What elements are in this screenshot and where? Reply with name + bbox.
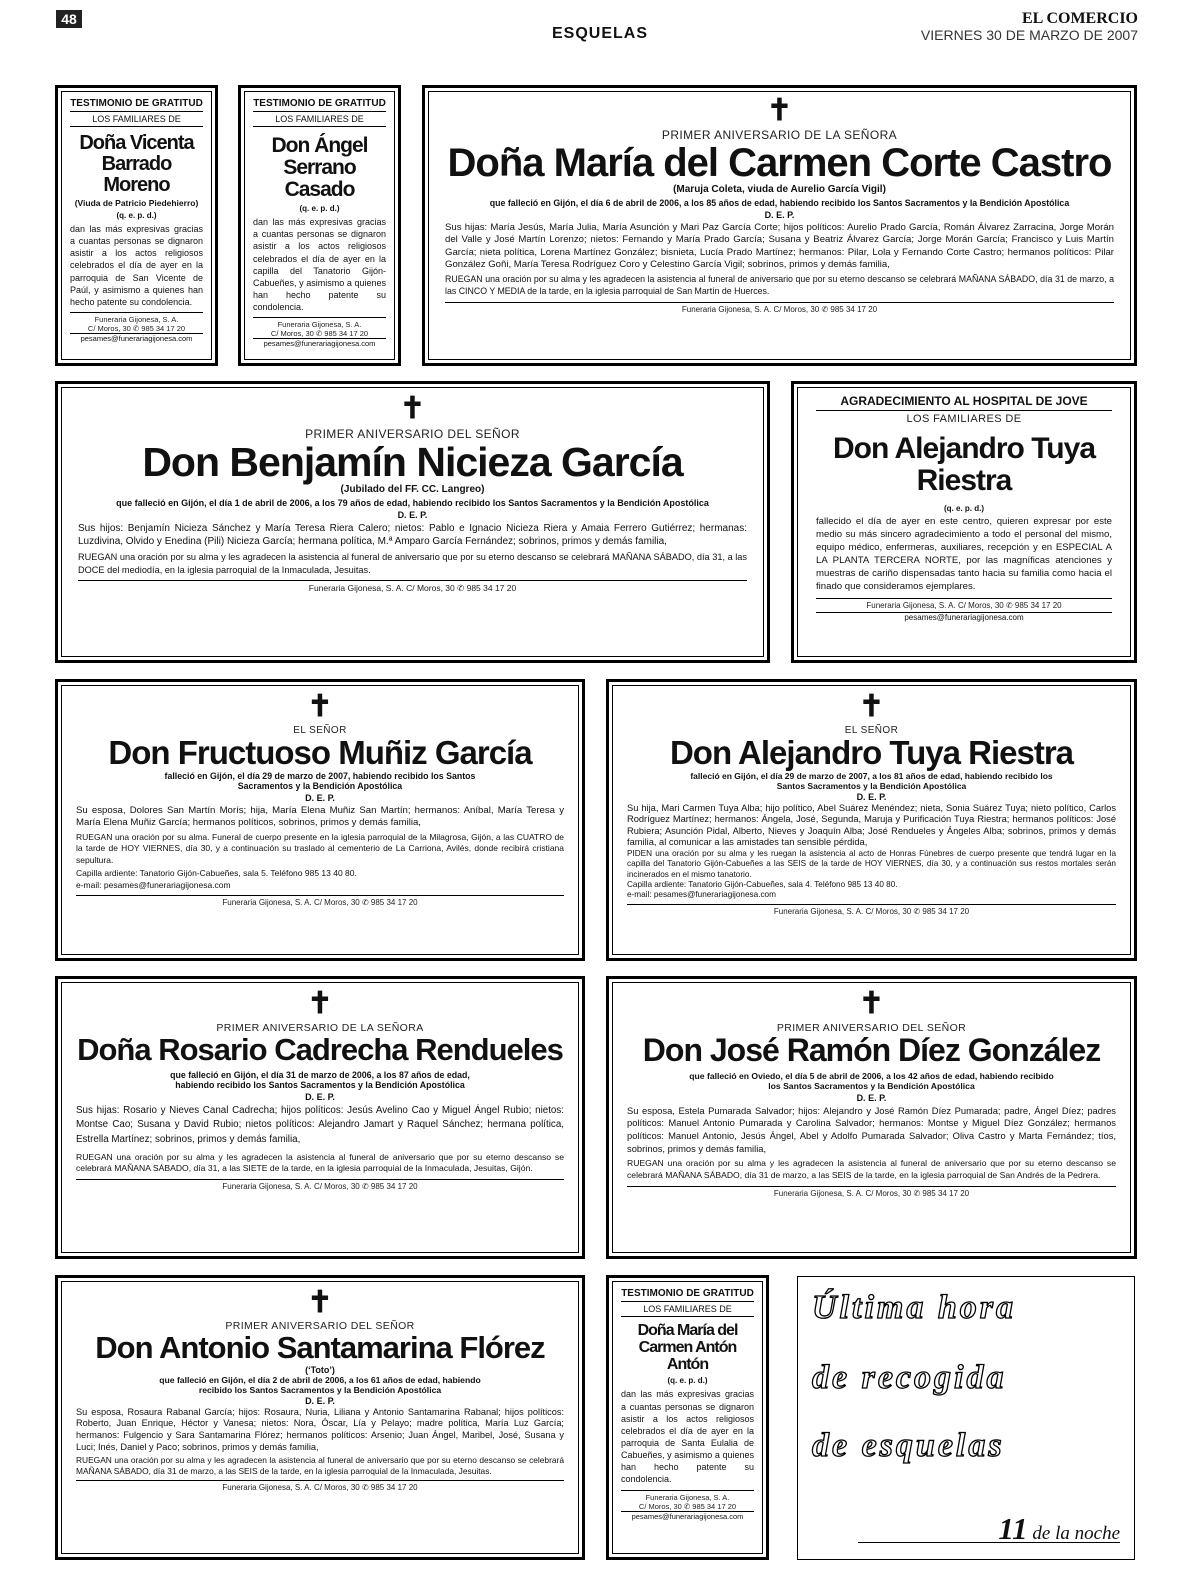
prayer-request: RUEGAN una oración por su alma. Funeral de cuerpo presente en la iglesia parroquial de la Milagrosa, Gijón, a las CUATRO de la tarde de HOY VIERNES, día 30, y a continuación su traslado al cementerio de La Carriona, Avilés, donde recibirá cristiana sepultura. bbox=[76, 831, 564, 865]
deceased-name: Don Ángel Serrano Casado bbox=[271, 134, 368, 202]
death-details: que falleció en Gijón, el día 31 de marzo de 2006, a los 87 años de edad, habiendo recibido los Santos Sacramentos y la Bendición Apostólica bbox=[170, 1069, 470, 1090]
family-label: LOS FAMILIARES DE bbox=[70, 114, 203, 127]
dep-label: D. E. P. bbox=[305, 792, 335, 803]
late-notice-line-1: Última hora bbox=[812, 1289, 1016, 1326]
dep-label: D. E. P. bbox=[305, 1395, 335, 1406]
gratitude-notice-serrano bbox=[238, 85, 401, 366]
newspaper-name: EL COMERCIO bbox=[1021, 10, 1138, 27]
deadline-label: de la noche bbox=[1032, 1523, 1120, 1544]
contact-email: pesames@funerariagijonesa.com bbox=[621, 1511, 754, 1521]
notice-type: PRIMER ANIVERSARIO DE LA SEÑORA bbox=[661, 128, 898, 142]
cross-icon: ✝ bbox=[858, 987, 885, 1020]
family-list: Su esposa, Rosaura Rabanal García; hijos: Rosaura, Nuria, Liliana y Antonio Santamarina Rabanal; hijos políticos: Roberto, Juan Enrique, Héctor y Vanesa; nietos: Nora, Óscar, Lía y Pelayo; madre política, María Luz García; hermanos: Fulgencio y Sara Santamarina Flórez; hermanos políticos: Arsenio; Juan Ángel, Maribel, José, Susana y Luci; Inés, Daniel y Paco; sobrinos, primos y demás familia, bbox=[76, 1406, 564, 1452]
gratitude-notice-jove bbox=[791, 381, 1137, 663]
deceased-name: Doña Rosario Cadrecha Rendueles bbox=[77, 1032, 563, 1067]
prayer-request: RUEGAN una oración por su alma y les agradecen la asistencia al funeral de aniversario que por su eterno descanso se celebrará MAÑANA SÁBADO, día 31 de marzo, a las SEIS de la tarde, en la iglesia parroquial de San Andrés de la Pedrera. bbox=[627, 1158, 1116, 1180]
dep-label: D. E. P. bbox=[397, 510, 428, 521]
funeral-home-footer: Funeraria Gijonesa, S. A. C/ Moros, 30 ✆ 985 34 17 20 bbox=[76, 895, 564, 907]
gratitude-text: dan las más expresivas gracias a cuantas personas se dignaron asistir a los actos religiosos celebrados el día de ayer en la capilla del Tanatorio Gijón-Cabueñes, y asimismo a quienes han hecho patente su condolencia. bbox=[253, 217, 386, 313]
death-details: falleció en Gijón, el día 29 de marzo de 2007, a los 81 años de edad, habiendo recibido los Santos Sacramentos y la Bendición Apostólica bbox=[690, 770, 1053, 791]
funeral-home-address: C/ Moros, 30 ✆ 985 34 17 20 bbox=[270, 329, 369, 339]
funeral-home: Funeraria Gijonesa, S. A. bbox=[277, 320, 362, 330]
deceased-name: Doña Vicenta Barrado Moreno bbox=[79, 132, 194, 196]
family-label: LOS FAMILIARES DE bbox=[253, 114, 386, 127]
gratitude-notice-anton bbox=[606, 1275, 769, 1560]
obituary-corte-castro bbox=[422, 85, 1137, 366]
deceased-name: Don Antonio Santamarina Flórez bbox=[95, 1330, 545, 1365]
contact-email: e-mail: pesames@funerariagijonesa.com bbox=[76, 879, 231, 890]
dep-label: D. E. P. bbox=[305, 1091, 335, 1102]
family-list: Su esposa, Dolores San Martín Morís; hija, María Elena Muñiz San Martín; hermanos: Aníbal, María Teresa y María Elena Muñiz García; hermanos políticos, sobrinos, primos y demás familia, bbox=[76, 804, 564, 829]
late-notice-box bbox=[797, 1276, 1135, 1560]
death-details: que falleció en Gijón, el día 2 de abril de 2006, a los 61 años de edad, habiendo recibido los Santos Sacramentos y la Bendición Apostólica bbox=[159, 1374, 481, 1395]
deceased-name: Doña María del Carmen Antón Antón bbox=[637, 1322, 738, 1373]
notice-type: PRIMER ANIVERSARIO DE LA SEÑORA bbox=[216, 1022, 424, 1034]
notice-heading: AGRADECIMIENTO AL HOSPITAL DE JOVE bbox=[816, 394, 1112, 411]
deceased-name: Don Benjamín Nicieza García bbox=[142, 439, 683, 485]
death-details: que falleció en Gijón, el día 6 de abril de 2006, a los 85 años de edad, habiendo recibido los Santos Sacramentos y la Bendición Apostólica bbox=[489, 198, 1070, 208]
gratitude-text: dan las más expresivas gracias a cuantas personas se dignaron asistir a los actos religiosos celebrados el día de ayer en la parroquia de Santa Eulalia de Cabueñes, y asimismo a quienes han hecho patente su condolencia. bbox=[621, 1389, 754, 1485]
notice-heading: TESTIMONIO DE GRATITUD bbox=[621, 1288, 754, 1302]
family-list: Sus hijas: Rosario y Nieves Canal Cadrecha; hijos políticos: Jesús Avelino Cao y Miguel Ángel Rubio; nietos: Montse Cao; Susana y David Rubio; nietos políticos: Alejandro Jamart y Raquel Sánchez; hermana política, Estrella Martínez; sobrinos, primos y demás familia, bbox=[76, 1104, 564, 1145]
obituary-muniz-garcia bbox=[55, 679, 585, 961]
late-notice-line-2: de recogida bbox=[812, 1359, 1007, 1396]
deceased-name: Doña María del Carmen Corte Castro bbox=[447, 141, 1112, 185]
funeral-home: Funeraria Gijonesa, S. A. bbox=[645, 1492, 730, 1502]
contact-email: e-mail: pesames@funerariagijonesa.com bbox=[627, 890, 776, 900]
deceased-alias: (Jubilado del FF. CC. Langreo) bbox=[340, 484, 485, 496]
cross-icon: ✝ bbox=[766, 94, 793, 127]
notice-type: PRIMER ANIVERSARIO DEL SEÑOR bbox=[225, 1320, 415, 1332]
deceased-name: Don Fructuoso Muñiz García bbox=[108, 734, 532, 771]
obituary-cadrecha-rendueles bbox=[55, 976, 585, 1259]
qepd-label: (q. e. p. d.) bbox=[667, 1376, 708, 1386]
funeral-home: Funeraria Gijonesa, S. A. bbox=[94, 314, 179, 324]
cross-icon: ✝ bbox=[399, 392, 426, 425]
funeral-home-footer: Funeraria Gijonesa, S. A. C/ Moros, 30 ✆ 985 34 17 20 bbox=[627, 904, 1116, 916]
dep-label: D. E. P. bbox=[856, 1092, 887, 1103]
notice-type: PRIMER ANIVERSARIO DEL SEÑOR bbox=[776, 1022, 967, 1034]
family-list: Sus hijas: María Jesús, María Julia, María Asunción y Mari Paz García Corte; hijos políticos: Aurelio Prado García, Román Álvarez Zarracina, Jorge Morán del Valle y José Martín Lorenzo; nietos: Fernando y María Prado García; Susana y Beatriz Álvarez García; Jorge Morán García; Francisco y Luis Martín García; nieta política, Lorena Martínez González; bisnieta, Lucía Prado Martínez; hermanos: Pilar, Lola y Fernando Corte Castro; hermanos políticos: Pilar González Goñi, María Teresa Rodríguez Coro y Celestino García Vigil; sobrinos, primos y demás familia, bbox=[445, 222, 1114, 271]
prayer-request: RUEGAN una oración por su alma y les agradecen la asistencia al funeral de aniversario que por su eterno descanso se celebrará MAÑANA SÁBADO, día 31 de marzo, a las CINCO Y MEDIA de la tarde, en la iglesia parroquial de San Martín de Huerces. bbox=[445, 273, 1114, 296]
page-number: 48 bbox=[56, 10, 82, 28]
obituary-diez-gonzalez bbox=[606, 976, 1137, 1259]
gratitude-text: dan las más expresivas gracias a cuantas personas se dignaron asistir a los actos religiosos celebrados el día de ayer en la parroquia de San Vicente de Paúl, y asimismo a quienes han hecho patente su condolencia. bbox=[70, 224, 203, 307]
cross-icon: ✝ bbox=[858, 690, 885, 723]
funeral-home-footer: Funeraria Gijonesa, S. A. C/ Moros, 30 ✆ 985 34 17 20 bbox=[445, 302, 1114, 314]
dep-label: D. E. P. bbox=[764, 210, 795, 220]
funeral-home-footer: Funeraria Gijonesa, S. A. C/ Moros, 30 ✆ 985 34 17 20 bbox=[76, 1179, 564, 1191]
section-title: ESQUELAS bbox=[551, 25, 648, 42]
deceased-name: Don José Ramón Díez González bbox=[642, 1032, 1101, 1068]
qepd-label: (q. e. p. d.) bbox=[116, 211, 157, 220]
qepd-label: (q. e. p. d.) bbox=[299, 204, 340, 214]
prayer-request: RUEGAN una oración por su alma y les agradecen la asistencia al funeral de aniversario que por su eterno descanso se celebrará MAÑANA SÁBADO, día 31 de marzo, a las SEIS de la tarde, en la iglesia parroquial de la Inmaculada, Jesuitas. bbox=[76, 1454, 564, 1476]
funeral-home-address: C/ Moros, 30 ✆ 985 34 17 20 bbox=[87, 323, 186, 333]
notice-type: EL SEÑOR bbox=[293, 725, 347, 736]
notice-heading: TESTIMONIO DE GRATITUD bbox=[70, 98, 203, 112]
death-details: que falleció en Gijón, el día 1 de abril de 2006, a los 79 años de edad, habiendo recibido los Santos Sacramentos y la Bendición Apostólica bbox=[116, 498, 709, 509]
notice-type: EL SEÑOR bbox=[844, 725, 899, 736]
funeral-home-footer: Funeraria Gijonesa, S. A. C/ Moros, 30 ✆ 985 34 17 20 bbox=[816, 598, 1112, 610]
obituary-tuya-riestra bbox=[606, 679, 1137, 961]
prayer-request: RUEGAN una oración por su alma y les agradecen la asistencia al funeral de aniversario que por su eterno descanso se celebrará MAÑANA SÁBADO, día 31, a las SIETE de la tarde, en la iglesia parroquial de la Inmaculada, Jesuitas, Gijón. bbox=[76, 1151, 564, 1174]
issue-date: VIERNES 30 DE MARZO DE 2007 bbox=[920, 27, 1138, 43]
cross-icon: ✝ bbox=[307, 1286, 333, 1319]
deceased-alias: (Maruja Coleta, viuda de Aurelio García Vigil) bbox=[673, 184, 886, 195]
cross-icon: ✝ bbox=[307, 690, 333, 723]
funeral-home-footer: Funeraria Gijonesa, S. A. C/ Moros, 30 ✆ 985 34 17 20 bbox=[76, 1480, 564, 1492]
gratitude-notice-barrado bbox=[55, 85, 218, 366]
prayer-request: PIDEN una oración por su alma y les ruegan la asistencia al acto de Honras Fúnebres de cuerpo presente que tendrá lugar en la capilla del Tanatorio Gijón-Cabueñes a las SEIS de la tarde de HOY VIERNES, día 30, y a continuación sus restos mortales serán incinerados en el mismo tanatorio. bbox=[627, 849, 1116, 879]
family-list: Sus hijos: Benjamín Nicieza Sánchez y María Teresa Riera Calero; nietos: Pablo e Ignacio Nicieza Riera y Amaia Ferrero Gutiérrez; hermanas: Luzdivina, Olvido y Enedina (Pili) Nicieza García; hermana política, M.ª Amparo García Fernández; sobrinos, primos y demás familia, bbox=[78, 523, 747, 548]
vigil-location: Capilla ardiente: Tanatorio Gijón-Cabueñes, sala 4. Teléfono 985 13 40 80. bbox=[627, 879, 898, 889]
deceased-note: (Viuda de Patricio Piedehierro) bbox=[74, 198, 199, 208]
cross-icon: ✝ bbox=[307, 987, 333, 1020]
dep-label: D. E. P. bbox=[856, 791, 887, 802]
funeral-home-footer: Funeraria Gijonesa, S. A. C/ Moros, 30 ✆ 985 34 17 20 bbox=[78, 580, 747, 594]
contact-email: pesames@funerariagijonesa.com bbox=[70, 333, 203, 343]
gratitude-text: fallecido el día de ayer en este centro, quieren expresar por este medio su más sincero agradecimiento a todo el personal del mismo, equipo médico, enfermeras, auxiliares, recepción y en ESPECIAL A LA PLANTA TERCERA NORTE, por las magníficas atenciones y muestras de cariño dispensadas tanto hacia su familia como hacia el finado que consideramos ejemplares. bbox=[816, 516, 1112, 592]
deadline-hour: 11 bbox=[998, 1511, 1028, 1546]
deceased-name: Don Alejandro Tuya Riestra bbox=[669, 734, 1074, 771]
obituary-santamarina-florez bbox=[55, 1275, 585, 1560]
obituary-nicieza-garcia bbox=[55, 381, 770, 663]
death-details: que falleció en Oviedo, el día 5 de abril de 2006, a los 42 años de edad, habiendo recibido los Santos Sacramentos y la Bendición Apostólica bbox=[689, 1070, 1054, 1091]
contact-email: pesames@funerariagijonesa.com bbox=[816, 612, 1112, 622]
funeral-home-address: C/ Moros, 30 ✆ 985 34 17 20 bbox=[638, 1501, 737, 1511]
qepd-label: (q. e. p. d.) bbox=[944, 504, 984, 513]
deceased-alias: (‘Toto’) bbox=[305, 1364, 335, 1375]
family-list: Su esposa, Estela Pumarada Salvador; hijos: Alejandro y José Ramón Díez Pumarada; padre, Ángel Díez; padres políticos: Manuel Antonio Pumarada y Carolina Salvador; hermanos: Montse y Miguel Díez González; hermanos políticos: Manuel Antonio, Jesús Ángel, Abel y Adolfo Pumarada Salvador; Oliva Castro y Marta Fernández; tíos, sobrinos, primos y demás familia, bbox=[627, 1104, 1116, 1154]
family-label: LOS FAMILIARES DE bbox=[906, 413, 1022, 425]
family-label: LOS FAMILIARES DE bbox=[621, 1304, 754, 1317]
contact-email: pesames@funerariagijonesa.com bbox=[253, 338, 386, 348]
late-notice-line-3: de esquelas bbox=[812, 1427, 1005, 1464]
prayer-request: RUEGAN una oración por su alma y les agradecen la asistencia al funeral de aniversario que por su eterno descanso se celebrará MAÑANA SÁBADO, día 31, a las DOCE del mediodía, en la iglesia parroquial de la Inmaculada, Jesuitas. bbox=[78, 552, 747, 575]
notice-type: PRIMER ANIVERSARIO DEL SEÑOR bbox=[305, 427, 520, 441]
death-details: falleció en Gijón, el día 29 de marzo de 2007, habiendo recibido los Santos Sacramentos y la Bendición Apostólica bbox=[164, 770, 476, 791]
vigil-location: Capilla ardiente: Tanatorio Gijón-Cabueñes, sala 5. Teléfono 985 13 40 80. bbox=[76, 868, 357, 879]
deceased-name: Don Alejandro Tuya Riestra bbox=[832, 432, 1096, 497]
deadline-time bbox=[998, 1511, 1120, 1547]
funeral-home-footer: Funeraria Gijonesa, S. A. C/ Moros, 30 ✆ 985 34 17 20 bbox=[627, 1186, 1116, 1198]
family-list: Su hija, Mari Carmen Tuya Alba; hijo político, Abel Suárez Menéndez; nieta, Sonia Suárez Tuya; nieto político, Carlos Rodríguez Martínez; hermanos: Ángela, José, Segunda, Maruja y Purificación Tuya Riestra; hermanos políticos: José Rubiera; Asunción Pidal, Alberto, Nieves y Joaquín Alba; José Rendueles y Ángeles Alba; sobrinos, primos y demás familia, al comunicar a las amistades tan sensible pérdida, bbox=[627, 802, 1116, 848]
notice-heading: TESTIMONIO DE GRATITUD bbox=[253, 98, 386, 112]
